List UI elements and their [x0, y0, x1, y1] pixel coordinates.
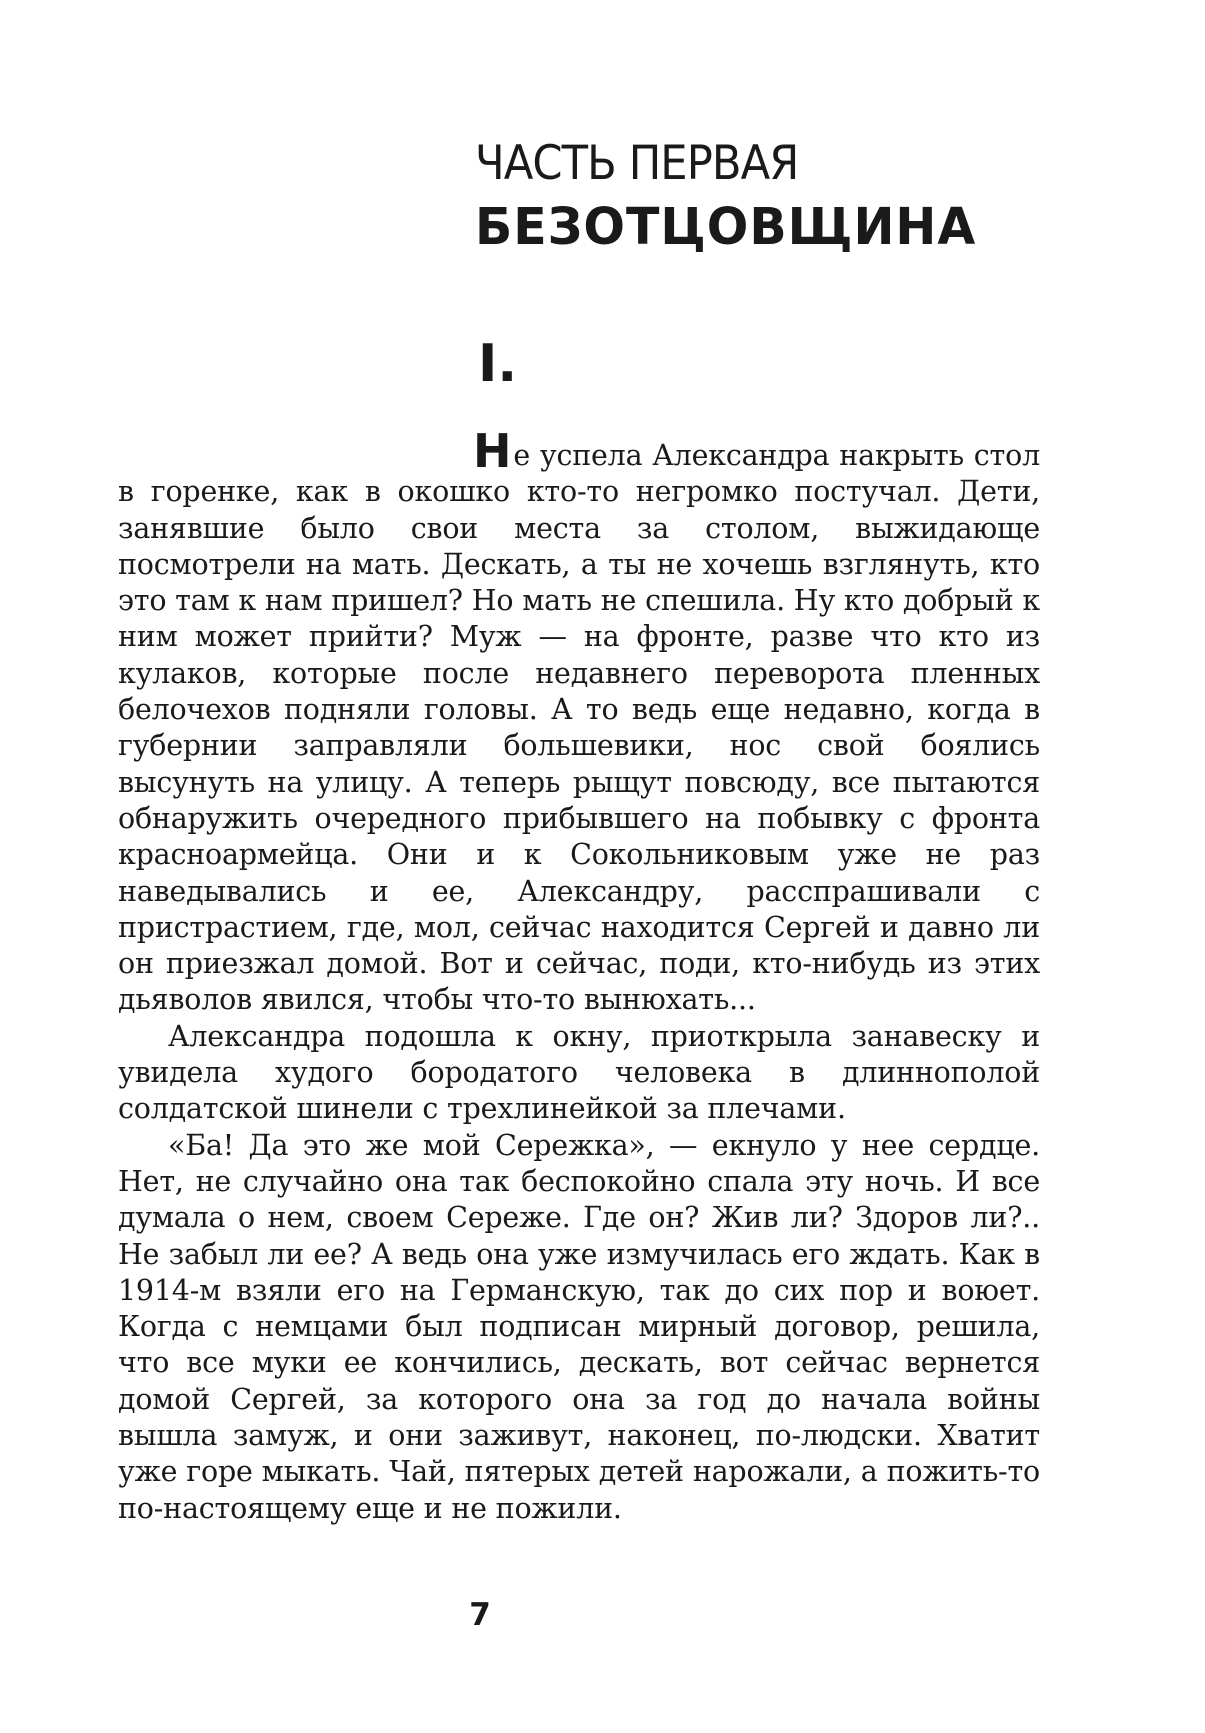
chapter-body	[118, 424, 1040, 1527]
paragraph: «Ба! Да это же мой Сережка», — екнуло у нее сердце. Нет, не случайно она так беспокойно спала эту ночь. И все думала о нем, своем Сереже. Где он? Жив ли? Здоров ли?.. Не забыл ли ее? А ведь она уже измучилась его ждать. Как в 1914-м взяли его на Германскую, так до сих пор и воюет. Когда с немцами был подписан мирный договор, решила, что все муки ее кончились, дескать, вот сейчас вернется домой Сергей, за которого она за год до начала войны вышла замуж, и они заживут, наконец, по-людски. Хватит уже горе мыкать. Чай, пятерых детей нарожали, а пожить-то по-настоящему еще и не пожили.	[118, 1128, 1040, 1525]
paragraph: Александра подошла к окну, приоткрыла занавеску и увидела худого бородатого человека в длиннополой солдатской шинели с трехлинейкой за плечами.	[118, 1019, 1040, 1126]
paragraph-text: е успела Александра накрыть стол в горенке, как в окошко кто-то негромко постучал. Дети, занявшие было свои места за столом, выжидающе посмотрели на мать. Дескать, а ты не хочешь взглянуть, кто это там к нам пришел? Но мать не спешила. Ну кто добрый к ним может прийти? Муж — на фронте, разве что кто из кулаков, которые после недавнего переворота пленных белочехов подняли головы. А то ведь еще недавно, когда в губернии заправляли большевики, нос свой боялись высунуть на улицу. А теперь рыщут повсюду, все пытаются обнаружить очередного прибывшего на побывку с фронта красноармейца. Они и к Сокольниковым уже не раз наведывались и ее, Александру, расспрашивали с пристрастием, где, мол, сейчас находится Сергей и давно ли он приезжал домой. Вот и сейчас, поди, кто-нибудь из этих дьяволов явился, чтобы что-то вынюхать...	[118, 439, 1040, 1017]
lead-spacer	[118, 464, 473, 465]
paragraph	[118, 424, 1040, 1019]
part-label: ЧАСТЬ ПЕРВАЯ	[475, 136, 799, 191]
drop-cap: Н	[473, 424, 512, 478]
page-number: 7	[469, 1597, 491, 1633]
chapter-number: I.	[478, 334, 518, 394]
part-title: БЕЗОТЦОВЩИНА	[475, 198, 977, 257]
